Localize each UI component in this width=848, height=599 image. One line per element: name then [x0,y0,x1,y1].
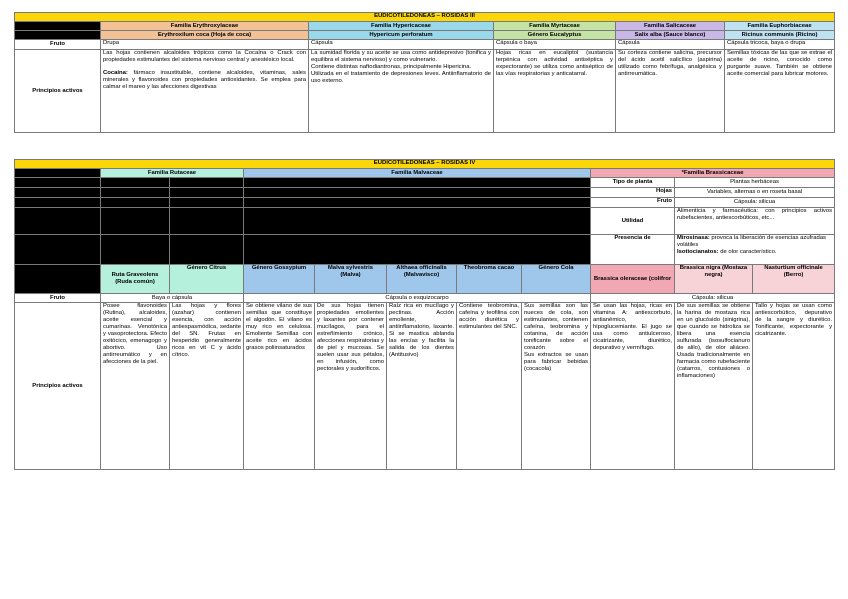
species-header: Género Citrus [170,265,244,294]
brassica-info-value: Cápsula: silicua [675,198,835,208]
species-header: Brassica nigra (Mostaza negra) [675,265,753,294]
principios-cell: Se usan las hojas, ricas en vitamina A: antiescorbuto, antianémico, hipoglucemiante. El jugo se usa como antiulceroso, cicatrizante, diurético, depurativo y vermífugo. [591,303,675,470]
species-header: Género Gossypium [244,265,315,294]
principios-cell: Se obtiene vilano de sus semillas que constituye el algodón. El vilano es muy rico en celulosa. Emoliente Semillas con aceite rico en ácidos grasos poliinsaturados [244,303,315,470]
brassica-info-label: Hojas [591,188,675,198]
species-header: Althaea officinalis (Malvavisco) [387,265,457,294]
principios-cell: Hojas ricas en eucaliptol (sustancia terpénica con actividad antiséptica y expectorante) se utiliza como antiséptico de las vías respiratorias y anticatarral. [494,50,616,133]
brassica-info-label: Tipo de planta [591,178,675,188]
principios-cell: Sus semillas son las nueces de cola, son estimulantes, contienen cafeína, teobromina y cotanina, de acción tonificante sobre el corazón Sus extractos se usan para fabricar bebidas (cocacola) [522,303,591,470]
black-cell [170,198,244,208]
brassica-info-label: Utilidad [591,208,675,235]
table-rosidas-iv [14,159,835,470]
brassica-info-value: Variables, alternas o en roseta basal [675,188,835,198]
principios-cell: De sus hojas tienen propiedades emolientes y laxantes por contener mucílagos, para el estreñimiento crónico, afecciones respiratorias y de piel y mucosas. Se suelen usar sus pétalos, en infusión, como pectorales y sudoríficos. [315,303,387,470]
principios-cell: Raíz rica en mucílago y pectinas. Acción emoliente, antiinflamatorio, laxante. Si se mastica ablanda las encías y facilita la salida de los dientes (Antitusivo) [387,303,457,470]
cocaina-bold: Cocaína: [103,70,128,76]
brassica-info-value: Plantas herbáceas [675,178,835,188]
black-cell [101,208,170,235]
fruto-cell: Cápsula o baya [494,40,616,50]
table-title: EUDICOTILEDÓNEAS – RÓSIDAS IV [15,160,835,169]
row-label-fruto: Fruto [15,40,101,50]
row-label-principios: Principios activos [15,50,101,133]
principios-cell: Posee flavonoides (Rutina), alcaloides, aceite esencial y cumarinas. Venotónica y vasoprotectora. Efecto oxitócico, emenagogo y abortivo. Uso antirreumático y en afecciones de la piel. [101,303,170,470]
black-cell [170,235,244,265]
row-label-principios: Principios activos [15,303,101,470]
black-cell [244,198,591,208]
black-cell [15,208,101,235]
species-header: Género Cola [522,265,591,294]
black-cell [15,188,101,198]
species-header: Hypericum perforatum [309,31,494,40]
species-header: Brassica oleraceae (colifror [591,265,675,294]
row-label-fruto: Fruto [15,294,101,303]
isotiocianatos-bold: Isotiocianatos: [677,249,719,255]
fruto-cell: Drupa [101,40,309,50]
species-header: Erythroxilum coca (Hoja de coca) [101,31,309,40]
brassica-info-value: Alimenticia y farmacéutica: con principios activos rubefacientes, antiescorbúticos, etc... [675,208,835,235]
brassica-info-label: Presencia de [591,235,675,265]
black-cell [244,208,591,235]
family-header: Familia Euphorbiaceae [725,22,835,31]
black-cell [101,198,170,208]
family-header-malvaceae: Familia Malvaceae [244,169,591,178]
fruto-cell: Cápsula: silicua [591,294,835,303]
principios-cell: Las hojas y flores (azahar) contienen esencia, con acción antiespasmódica, sedante del SN. Frutas en hesperidio generalmente ricos en vit C y ácido cítrico. [170,303,244,470]
principios-cell: Su corteza contiene salicina, precursor del ácido acetil salicílico (aspirina) utilizado como febrífuga, analgésica y antirreumática. [616,50,725,133]
family-header-brassicaceae: *Familia Brassicaceae [591,169,835,178]
black-cell [101,178,170,188]
principios-cell: La sumidad florida y su aceite se usa como antidepresivo (tonifica y equilibra el sistema nervioso) y como vulnerario. Contiene distintas naftodiantronas, principalmente Hipericina. Utilizada en el tratamiento de depresiones leves. Antiinflamatorio de uso externo. [309,50,494,133]
species-header: Ruta Graveolens (Ruda común) [101,265,170,294]
black-cell [170,208,244,235]
black-cell [15,31,101,40]
family-header: Familia Myrtaceae [494,22,616,31]
species-header: Salix alba (Sauce blanco) [616,31,725,40]
principios-cell: Semillas tóxicas de las que se extrae el aceite de ricino, conocido como purgante suave. También se obtiene aceite comercial para lubricar motores. [725,50,835,133]
principios-cell: De sus semillas se obtiene la harina de mostaza rica en un glucósido (sinigrina), que cuando se hidroliza se libera una esencia sulfurada (isosulfocianuro de alilo), de olor aliáceo. Usada tradicionalmente en farmacia como rubefaciente (catarros, contusiones o inflamaciones) [675,303,753,470]
black-cell [170,178,244,188]
black-cell [15,198,101,208]
mirosinasa-text: provoca la liberación de esencias azufradas volátiles [677,235,826,248]
black-cell [101,235,170,265]
species-header: Género Eucalyptus [494,31,616,40]
black-cell [15,22,101,31]
principios-cell: Tallo y hojas se usan como antiescorbútico, depurativo de la sangre y diurético. Tonificante, expectorante y cicatrizante. [753,303,835,470]
black-cell [15,235,101,265]
family-header-rutaceae: Familia Rutaceae [101,169,244,178]
principios-cell [101,50,309,133]
black-cell [15,169,101,178]
fruto-cell: Cápsula [309,40,494,50]
black-cell [15,178,101,188]
family-header: Familia Salicaceae [616,22,725,31]
table-title: EUDICOTILEDÓNEAS – RÓSIDAS III [15,13,835,22]
black-cell [15,265,101,294]
black-cell [244,235,591,265]
fruto-cell: Cápsula [616,40,725,50]
family-header: Familia Erythroxylaceae [101,22,309,31]
black-cell [244,188,591,198]
black-cell [244,178,591,188]
black-cell [170,188,244,198]
black-cell [101,188,170,198]
coca-paragraph-2: fármaco insustituible, contiene alcaloides, vitaminas, sales minerales y flavonoides con propiedades antioxidantes. Se emplea para calmar el mareo y las afecciones digestivas [103,70,306,90]
family-header: Familia Hypericaceae [309,22,494,31]
coca-paragraph-1: Las hojas contienen alcaloides trópicos como la Cocaína o Crack con propiedades estimulantes del sistema nervioso central y anestésico local. [103,50,306,63]
fruto-cell: Baya o cápsula [101,294,244,303]
fruto-cell: Cápsula tricoca, baya o drupa [725,40,835,50]
species-header: Ricinus communis (Ricino) [725,31,835,40]
brassica-info-label: Fruto [591,198,675,208]
principios-cell: Contiene teobromina, cafeína y teofilina con acción diurética y estimulantes del SNC. [457,303,522,470]
mirosinasa-bold: Mirosinasa: [677,235,710,241]
isotiocianatos-text: de olor característico. [718,249,777,255]
table-rosidas-iii [14,12,835,133]
species-header: Malva sylvestris (Malva) [315,265,387,294]
presencia-cell [675,235,835,265]
species-header: Theobroma cacao [457,265,522,294]
species-header: Nasturtium officinale (Berro) [753,265,835,294]
fruto-cell: Cápsula o esquizocarpo [244,294,591,303]
